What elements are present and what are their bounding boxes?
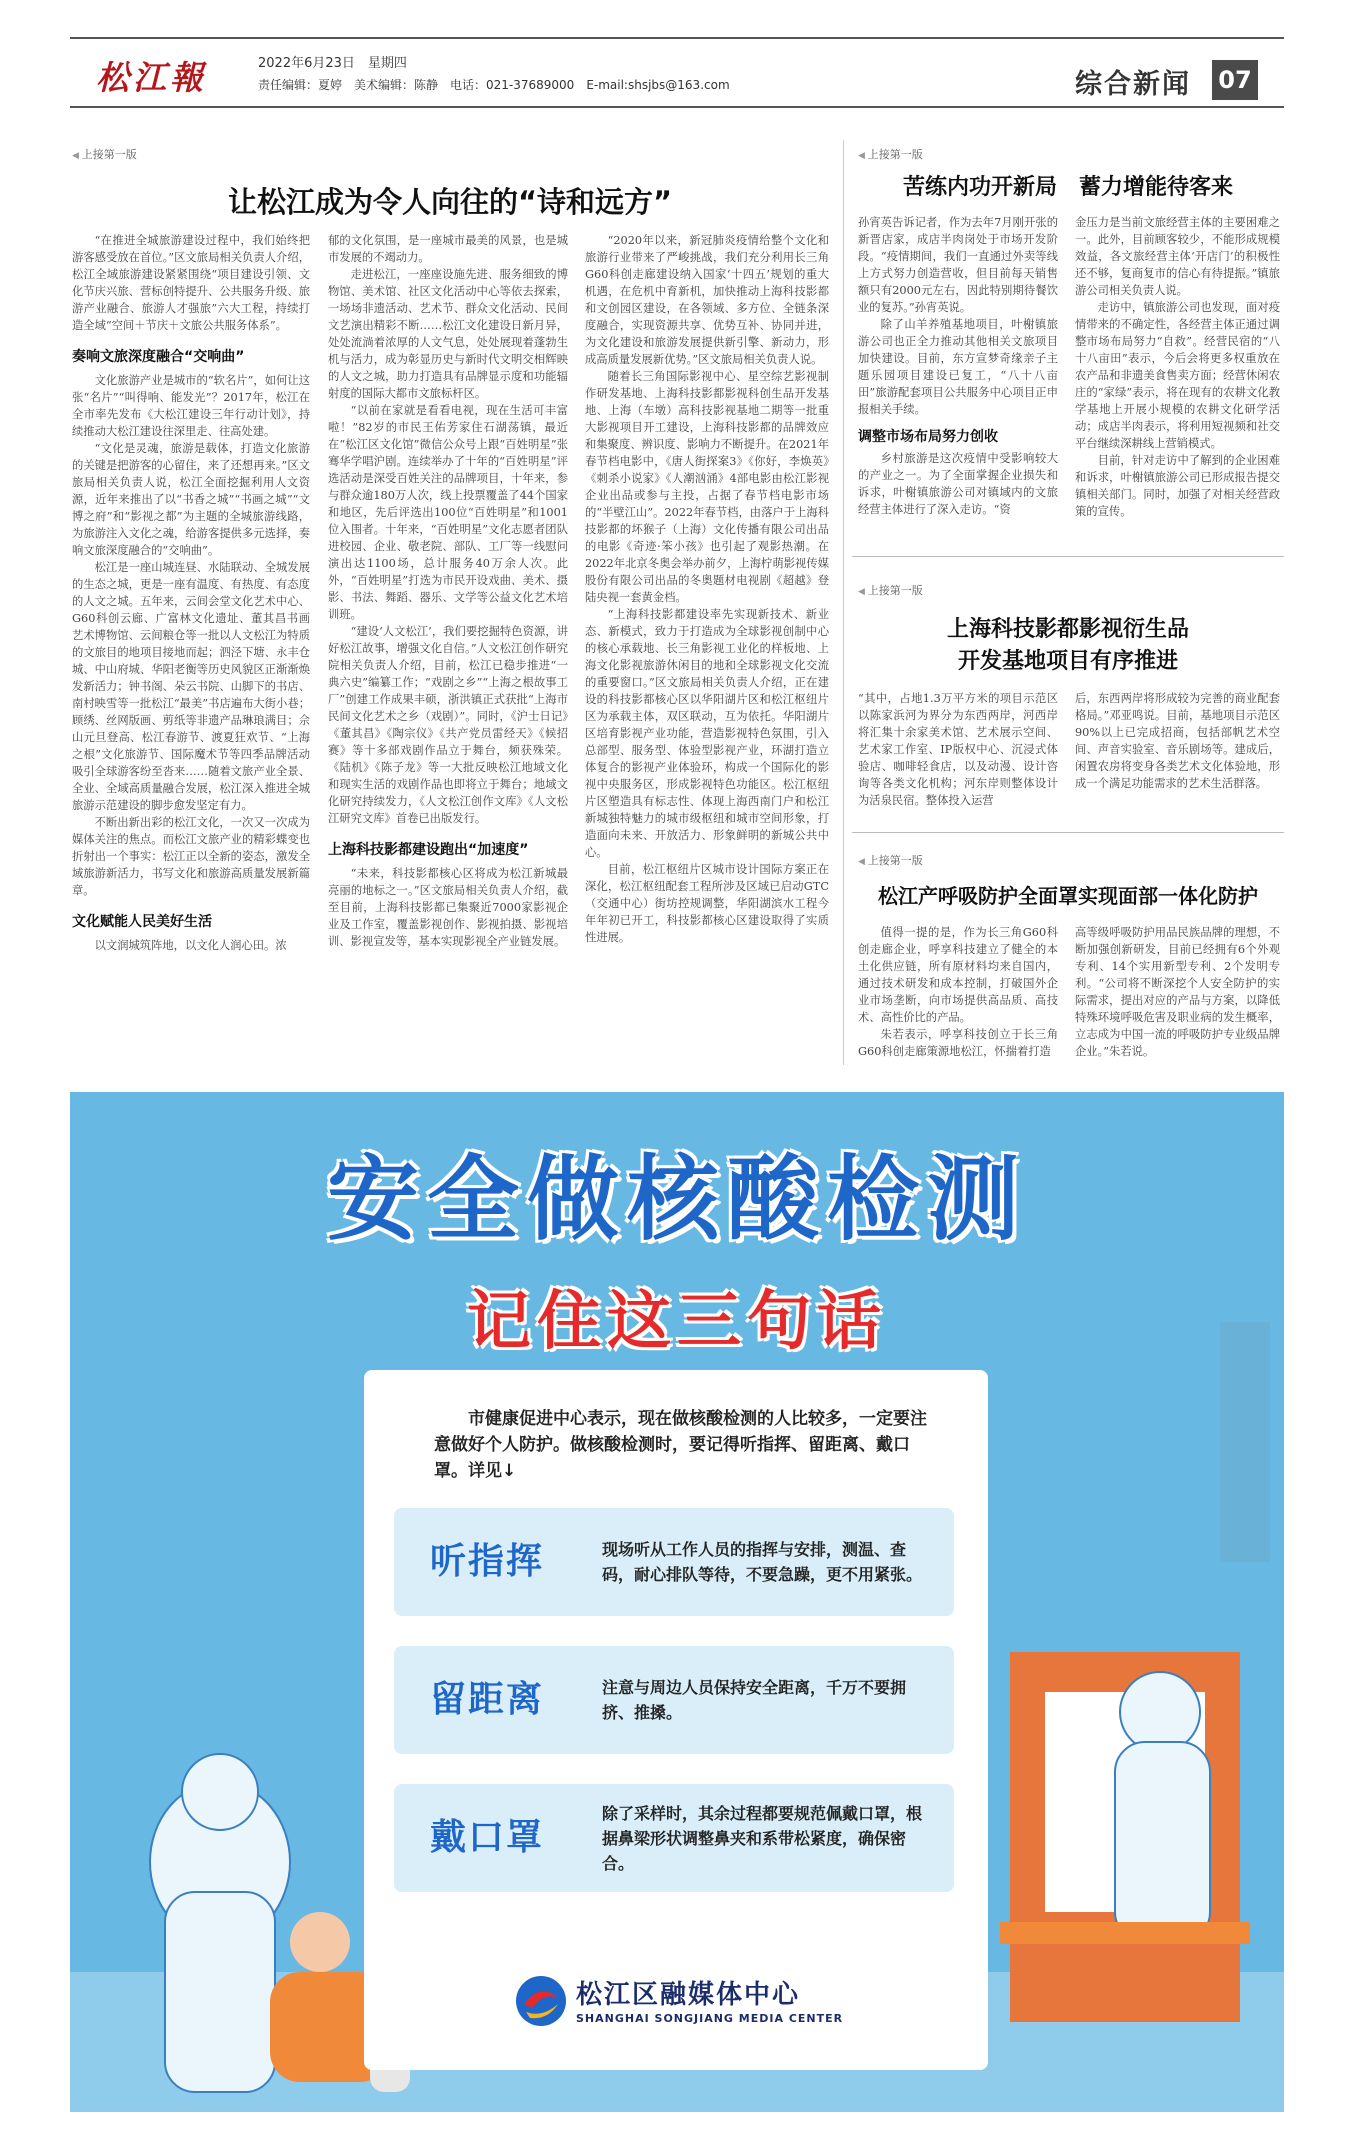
- continued-tag: ◀ 上接第一版: [858, 852, 923, 868]
- section-name: 综合新闻: [1075, 69, 1191, 100]
- tip-label: 戴口罩: [430, 1817, 545, 1858]
- paragraph: 金压力是当前文旅经营主体的主要困难之一。此外，目前顾客较少，不能形成规模效益，各文旅经营主体‘开店门’的积极性还不够，复商复市的信心有待提振。”镇旅游公司相关负责人说。: [1075, 216, 1280, 297]
- poster-card: [364, 1370, 988, 2070]
- paragraph: “建设‘人文松江’，我们要挖掘特色资源，讲好松江故事，增强文化自信。”人文松江创作研究院相关负责人介绍，目前，松江已稳步推进“一典六史”编纂工作；“戏剧之乡”“上海之根故事工厂”创建工作成果丰硕，浙洪镇正式获批“上海市民间文化艺术之乡（戏剧）”。同时，《沪士日记》《董其昌》《陶宗仪》《共产党员雷经天》《候招赛》等十多部戏剧作品立于舞台，频获殊荣。《陆机》《陈子龙》等一大批反映松江地域文化和现实生活的戏剧作品也即将立于舞台；地域文化研究持续发力，《人文松江创作文库》《人文松江研究文库》首卷已出版发行。: [328, 625, 568, 825]
- article-title[interactable]: 松江产呼吸防护全面罩实现面部一体化防护: [878, 884, 1258, 908]
- tip-text: 现场听从工作人员的指挥与安排，测温、查码，耐心排队等待，不要急躁，更不用紧张。: [602, 1540, 923, 1584]
- paragraph: 郁的文化氛围，是一座城市最美的风景，也是城市发展的不竭动力。: [328, 234, 568, 264]
- paragraph: 值得一提的是，作为长三角G60科创走廊企业，呼享科技建立了健全的本土化供应链，所有原材料均来自国内，通过技术研发和成本控制，打破国外企业市场垄断，向市场提供高品质、高技术、高性价比的产品。: [858, 926, 1058, 1024]
- newspaper-logo: 松江報: [96, 58, 207, 97]
- subheading: 奏响文旅深度融合“交响曲”: [72, 349, 245, 365]
- editorial-staff: 责任编辑：夏婷 美术编辑：陈静 电话：021-37689000 E-mail:shsjbs@163.com: [258, 78, 730, 92]
- subheading: 文化赋能人民美好生活: [72, 914, 212, 930]
- title-line: 上海科技影都影视衍生品: [946, 617, 1189, 642]
- media-center-logo: [504, 1968, 844, 2038]
- subheading: 调整市场布局努力创收: [858, 429, 998, 445]
- poster-intro: 市健康促进中心表示，现在做核酸检测的人比较多，一定要注意做好个人防护。做核酸检测时，要记得听指挥、留距离、戴口罩。详见↓: [434, 1409, 927, 1481]
- article-divider: [852, 832, 1284, 833]
- article-column: [858, 690, 1058, 826]
- article-column: [858, 924, 1058, 1068]
- continued-tag: ◀ 上接第一版: [858, 146, 923, 162]
- paragraph: “文化是灵魂，旅游是载体，打造文化旅游的关键是把游客的心留住，来了还想再来。”区文旅局相关负责人说，松江全面挖掘利用人文资源，近年来推出了以“书香之城”“书画之城”“文博之府”和“影视之都”为主题的全城旅游线路，为旅游注入文化之魂，给游客提供多元选择，奏响文旅深度融合的“交响曲”。: [72, 442, 310, 557]
- masthead-bottom-rule: [70, 106, 1284, 108]
- paragraph: 孙宵英告诉记者，作为去年7月刚开张的新晋店家，成店半肉岗处于市场开发阶段。“疫情期间，我们一直通过外卖等线上方式努力创造营收，但目前每天销售额只有2000元左右，因此特别期待餐饮业的复苏。”孙宵英说。: [858, 216, 1058, 314]
- poster-subtitle: 记住这三句话: [467, 1285, 887, 1359]
- tip-text: 注意与周边人员保持安全距离，千万不要拥挤、推搡。: [602, 1678, 907, 1722]
- article-divider: [852, 556, 1284, 557]
- paragraph: 走进松江，一座座设施先进、服务细致的博物馆、美术馆、社区文化活动中心等依去探索，一场场非遗活动、艺术节、群众文化活动、民间文艺演出精彩不断……松江文化建设日新月异，处处流淌着浓厚的人文气息，处处展现着蓬勃生机与活力，成为彰显历史与新时代文明交相辉映的人文之城，助力打造具有品牌显示度和功能辐射度的国际大都市文旅标杆区。: [328, 268, 568, 400]
- subheading: 上海科技影都建设跑出“加速度”: [328, 842, 529, 858]
- tip-label: 留距离: [430, 1679, 545, 1720]
- article-title[interactable]: [852, 614, 1284, 678]
- paragraph: 松江是一座山城连昼、水陆联动、全城发展的生态之城，更是一座有温度、有热度、有态度的人文之城。五年来，云间会堂文化艺术中心、G60科创云廊、广富林文化遗址、董其昌书画艺术博物馆、云间粮仓等一批以人文松江为特质的文旅目的地项目接地而起；泗泾下塘、永丰仓城、中山府城、华阳老衡等历史风貌区正渐渐焕发新活力；钟书阁、朵云书院、山脚下的书店、南村映雪等一批松江“最美”书店遍布大街小巷；顾绣、丝网版画、剪纸等非遗产品琳琅满目；佘山元旦登高、松江春游节、渡夏狂欢节、“上海之根”文化旅游节、国际魔术节等四季品牌活动吸引全球游客纷至沓来……随着文旅产业全景、全业、全域高质量融合发展，松江深入推进全城旅游示范建设的脚步愈发坚定有力。: [72, 561, 310, 812]
- paragraph: 除了山羊养殖基地项目，叶榭镇旅游公司也正全力推动其他相关文旅项目加快建设。目前，东方宣梦奇缘亲子主题乐园项目建设已复工，“八十八亩田”旅游配套项目公共服务中心项目正申报相关手续。: [858, 318, 1058, 416]
- paragraph: “在推进全城旅游建设过程中，我们始终把游客感受放在首位。”区文旅局相关负责人介绍，松江全域旅游建设紧紧围绕“项目建设引领、文化节庆兴旅、营标创特提升、公共服务升级、旅游产业融合、旅游人才强旅”六大工程，持续打造全域“空间＋节庆＋文旅公共服务体系”。: [72, 234, 310, 332]
- paragraph: 朱若表示，呼享科技创立于长三角G60科创走廊策源地松江，怀揣着打造: [858, 1028, 1058, 1058]
- continued-tag: ◀ 上接第一版: [72, 146, 137, 162]
- paragraph: “上海科技影都建设率先实现新技术、新业态、新模式，致力于打造成为全球影视创制中心的核心承载地、长三角影视工业化的样板地、上海文化影视旅游休闲目的地和全球影视文化交流的重要窗口。”区文旅局相关负责人介绍，正在建设的科技影都核心区以华阳湖片区和松江枢纽片区为承载主体，双区联动，互为依托。华阳湖片区培育影视产业功能，营造影视特色氛围，引入总部型、服务型、体验型影视产业，环湖打造立体复合的影视产业体验环，构成一个国际化的影视中央服务区，形成影视特色功能区。松江枢纽片区塑造具有标志性、体现上海西南门户和松江新城独特魅力的城市级枢纽和城市空间形象，打造面向未来、开放活力、形象鲜明的新城公共中心。: [585, 608, 829, 859]
- paragraph: “以前在家就是看看电视，现在生活可丰富啦！”82岁的市民王佑芳家住石湖荡镇，最近在“松江区文化馆”微信公众号上跟“百姓明星”张骞华学唱沪剧。连续举办了十年的“百姓明星”评选活动是深受百姓关注的品牌项目，十年来，参与群众逾180万人次，线上投票覆盖了44个国家和地区，先后评选出100位“百姓明星”和1001位入围者。十年来，“百姓明星”文化志愿者团队进校园、企业、敬老院、部队、工厂等一线慰问演出达1100场，总计服务40万余人次。此外，“百姓明星”打选为市民开设戏曲、美术、摄影、书法、舞蹈、器乐、文学等公益文化艺术培训班。: [328, 404, 568, 621]
- issue-date: 2022年6月23日 星期四: [258, 56, 407, 71]
- paragraph: 乡村旅游是这次疫情中受影响较大的产业之一。为了全面掌握企业损失和诉求，叶榭镇旅游公司对镇域内的文旅经营主体进行了深入走访。“资: [858, 452, 1058, 516]
- paragraph: 文化旅游产业是城市的“软名片”，如何让这张“名片”“叫得响、能发光”？2017年，松江在全市率先发布《大松江建设三年行动计划》，持续推动大松江建设往深里走、往高处建。: [72, 374, 310, 438]
- nucleic-acid-test-poster: [70, 1092, 1284, 2112]
- paragraph: 随着长三角国际影视中心、星空综艺影视制作研发基地、上海科技影都影视科创生品开发基地、上海（车墩）高科技影视基地二期等一批重大影视项目开工建设，上海科技影都的品牌效应和集聚度、辨识度、影响力不断提升。在2021年春节档电影中，《唐人街探案3》《你好，李焕英》《刺杀小说家》《人潮汹涌》4部电影由松江影视企业出品或参与主投，占据了春节档电影市场的“半壁江山”。2022年春节档，由落户于上海科技影都的坏猴子（上海）文化传播有限公司出品的电影《奇迹·笨小孩》也引起了观影热潮。在2022年北京冬奥会举办前夕，上海柠萌影视传媒股份有限公司出品的冬奥题材电视剧《超越》登陆央视一套黄金档。: [585, 370, 829, 604]
- paragraph: 后，东西两岸将形成较为完善的商业配套格局。”邓亚鸣说。目前，基地项目示范区90%以上已完成招商，包括部帆艺术空间、声音实验室、音乐剧场等。建成后，闲置农房将变身各类艺术文化体验地，形成一个满足功能需求的艺术生活群落。: [1075, 692, 1280, 790]
- paragraph: “未来，科技影都核心区将成为松江新城最亮丽的地标之一。”区文旅局相关负责人介绍，截至目前，上海科技影都已集聚近7000家影视企业及工作室，覆盖影视创作、影视拍摄、影视培训、影视宣发等，基本实现影视全产业链发展。: [328, 867, 568, 948]
- media-center-name-en: SHANGHAI SONGJIANG MEDIA CENTER: [576, 2012, 844, 2025]
- tip-label: 听指挥: [430, 1541, 545, 1582]
- article-title[interactable]: 让松江成为令人向往的“诗和远方”: [227, 185, 673, 219]
- paragraph: “2020年以来，新冠肺炎疫情给整个文化和旅游行业带来了严峻挑战，我们充分利用长三角G60科创走廊建设纳入国家‘十四五’规划的重大机遇，在危机中育新机，加快推动上海科技影都和文创园区建设，在各领域、多方位、全链条深度融合，实现资源共享、优势互补、协同并进，为文化建设和旅游发展提供新引擎、新动力，形成高质量发展新优势。”区文旅局相关负责人说。: [585, 234, 829, 366]
- poster-title: 安全做核酸检测: [326, 1146, 1027, 1253]
- tip-keep-distance: [394, 1646, 954, 1754]
- continued-tag: ◀ 上接第一版: [858, 582, 923, 598]
- article-column: [1075, 690, 1280, 826]
- paragraph: 不断出新出彩的松江文化，一次又一次成为媒体关注的焦点。而松江文旅产业的精彩蝶变也折射出一个事实：松江正以全新的姿态，激发全域旅游新活力，书写文化和旅游高质量发展新篇章。: [72, 816, 310, 897]
- article-column: [858, 214, 1058, 544]
- paragraph: 目前，松江枢纽片区城市设计国际方案正在深化，松江枢纽配套工程所涉及区域已启动GTC（交通中心）街坊控规调整，华阳湖滨水工程今年年初已开工，科技影都核心区建设取得了实质性进展。: [585, 863, 829, 944]
- tip-text: 除了采样时，其余过程都要规范佩戴口罩，根据鼻梁形状调整鼻夹和系带松紧度，确保密合。: [602, 1803, 923, 1873]
- paragraph: 高等级呼吸防护用品民族品牌的理想，不断加强创新研发，目前已经拥有6个外观专利、14个实用新型专利、2个发明专利。“公司将不断深挖个人安全防护的实际需求，提出对应的产品与方案，以降低特殊环境呼吸危害及职业病的发生概率，立志成为中国一流的呼吸防护专业级品牌企业。”朱若说。: [1075, 926, 1280, 1058]
- article-column: [1075, 924, 1280, 1068]
- media-center-emblem-icon: [514, 1974, 568, 2028]
- paragraph: 走访中，镇旅游公司也发现，面对疫情带来的不确定性，各经营主体正通过调整市场布局努力“自救”。经营民宿的“八十八亩田”表示，今后会将更多权重放在农产品和非遗美食售卖方面；经营休闲农庄的“家绿”表示，将在现有的农耕文化教学基地上开展小规模的农耕文化研学活动；成店半肉表示，将利用短视频和社交平台继续深耕线上营销模式。: [1075, 301, 1280, 450]
- title-line: 开发基地项目有序推进: [957, 649, 1178, 674]
- masthead-top-rule: [70, 37, 1284, 39]
- tip-wear-mask: [394, 1784, 954, 1892]
- page-number: 07: [1212, 60, 1258, 100]
- paragraph: 目前，针对走访中了解到的企业困难和诉求，叶榭镇旅游公司已形成报告提交镇相关部门。同时，加强了对相关经营政策的宣传。: [1075, 454, 1280, 518]
- article-column-3: [585, 232, 829, 1068]
- media-center-name: 松江区融媒体中心: [576, 1980, 801, 2010]
- article-column: [1075, 214, 1280, 544]
- paragraph: “其中，占地1.3万平方米的项目示范区以陈家浜河为界分为东西两岸，河西岸将汇集十余家美术馆、艺术展示空间、艺术家工作室、IP版权中心、沉浸式体验店、咖啡轻食店，以及动漫、设计咨询等各类文化机构；河东岸则整体设计为活泉民宿。整体投入运营: [858, 692, 1058, 807]
- column-separator: [843, 140, 844, 1065]
- paragraph: 以文润城筑阵地，以文化人润心田。浓: [94, 939, 287, 952]
- tip-follow-instructions: [394, 1508, 954, 1616]
- article-title[interactable]: 苦练内功开新局 蓄力增能待客来: [902, 175, 1233, 200]
- article-column-2: [328, 232, 568, 1068]
- article-column-1: [72, 232, 310, 1068]
